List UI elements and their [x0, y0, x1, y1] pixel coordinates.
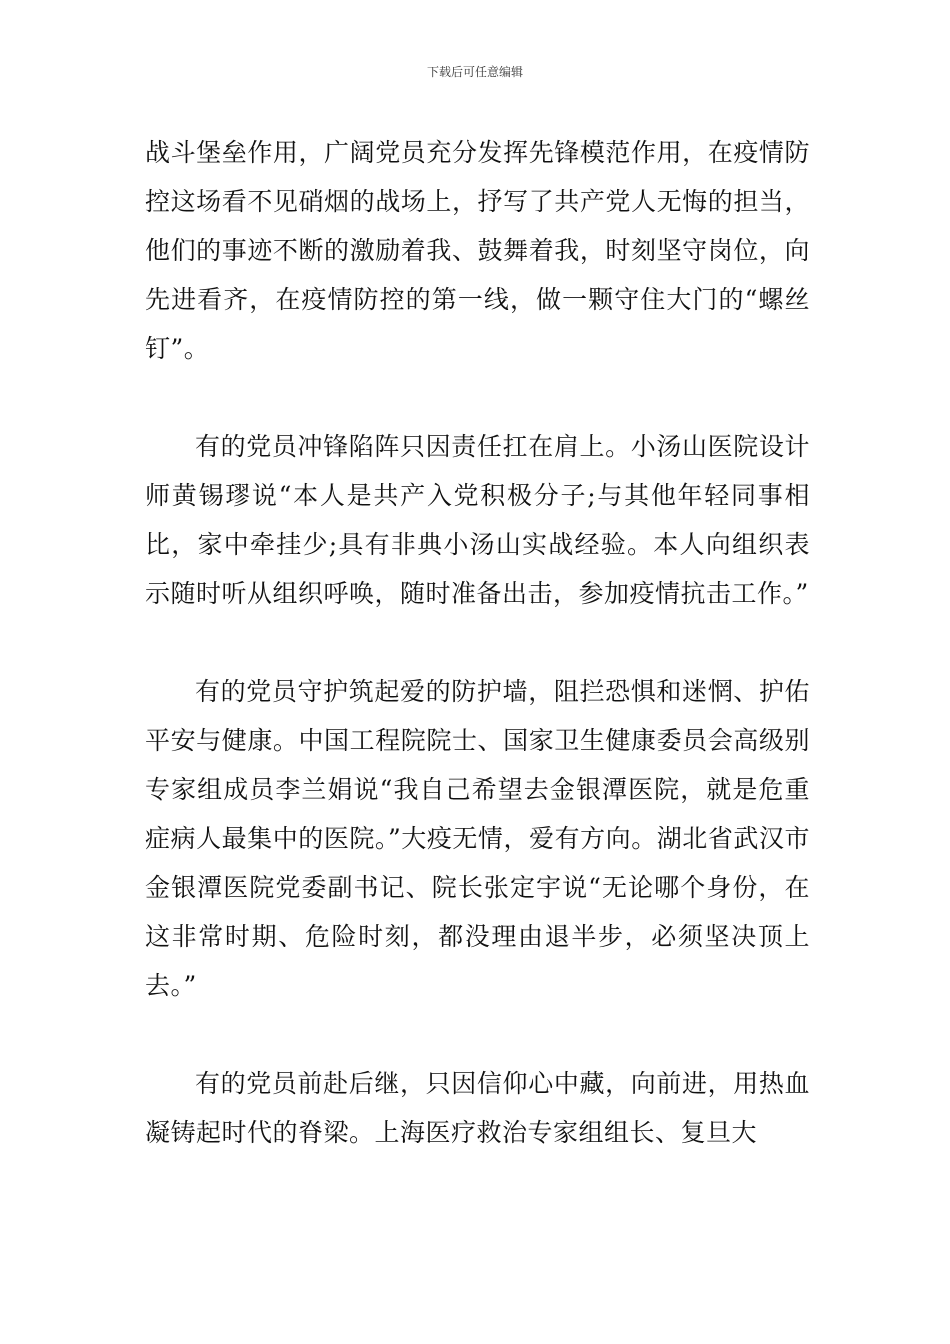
paragraph-gap	[145, 1010, 810, 1059]
document-body	[145, 128, 810, 1157]
page-header: 下载后可任意编辑	[426, 65, 523, 79]
paragraph-1: 战斗堡垒作用，广阔党员充分发挥先锋模范作用，在疫情防控这场看不见硝烟的战场上，抒写了共产党人无悔的担当，他们的事迹不断的激励着我、鼓舞着我，时刻坚守岗位，向先进看齐，在疫情防控的第一线，做一颗守住大门的“螺丝钉”。	[145, 138, 810, 363]
paragraph-2: 有的党员冲锋陷阵只因责任扛在肩上。小汤山医院设计师黄锡璆说“本人是共产入党积极分子;与其他年轻同事相比，家中牵挂少;具有非典小汤山实战经验。本人向组织表示随时听从组织呼唤，随时准备出击，参加疫情抗击工作。”	[145, 432, 810, 608]
paragraph-4: 有的党员前赴后继，只因信仰心中藏，向前进，用热血凝铸起时代的脊梁。上海医疗救治专家组组长、复旦大	[145, 1069, 810, 1147]
paragraph-gap	[145, 618, 810, 667]
paragraph-gap	[145, 373, 810, 422]
paragraph-3: 有的党员守护筑起爱的防护墙，阻拦恐惧和迷惘、护佑平安与健康。中国工程院院士、国家卫生健康委员会高级别专家组成员李兰娟说“我自己希望去金银潭医院，就是危重症病人最集中的医院。”大疫无情，爱有方向。湖北省武汉市金银潭医院党委副书记、院长张定宇说“无论哪个身份，在这非常时期、危险时刻，都没理由退半步，必须坚决顶上去。”	[145, 677, 810, 1000]
